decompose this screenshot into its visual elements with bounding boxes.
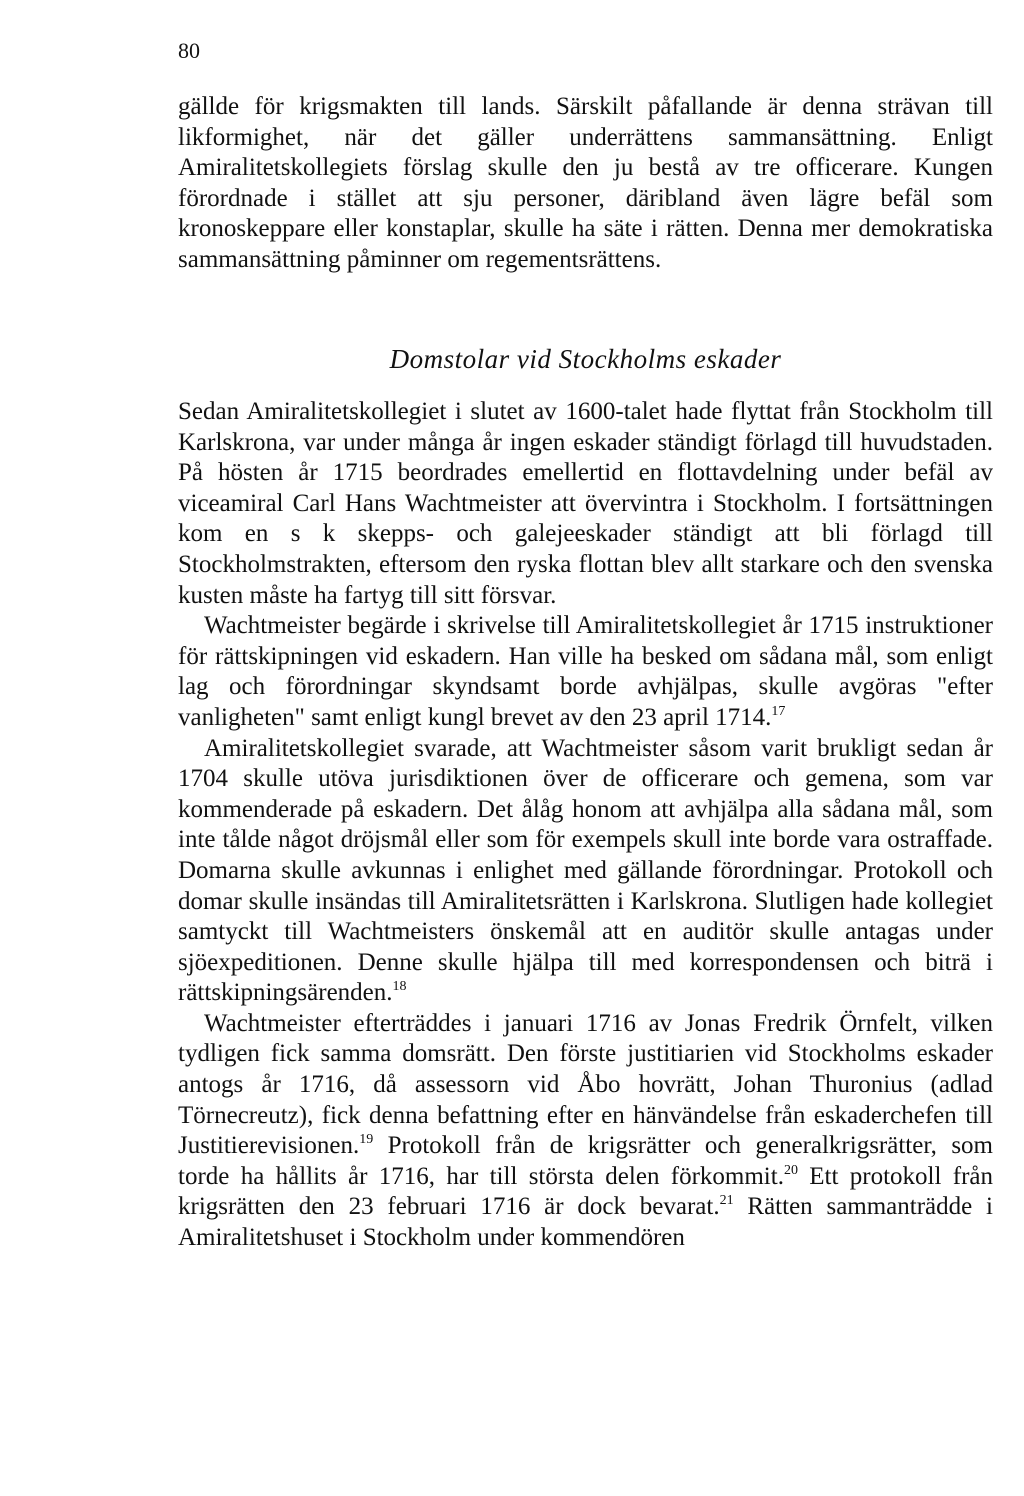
section-body <box>178 397 993 1254</box>
paragraph-4-text-a: Wachtmeister efterträddes i januari 1716 av Jonas Fredrik Örnfelt, vilken tydligen fick samma domsrätt. Den förste justitiarien vid Stockholms eskader antogs år 1716, då assessorn vid Åbo hovrätt, Johan Thuronius (adlad Törnecreutz), fick denna befattning efter en hänvändelse från eskaderchefen till Justitierevisionen. <box>178 1009 993 1160</box>
paragraph-2-text: Wachtmeister begärde i skrivelse till Amiralitetskollegiet år 1715 instruktioner för rättskipningen vid eskadern. Han ville ha besked om sådana mål, som enligt lag och förordningar skyndsamt borde avhjälpas, skulle avgöras "efter vanligheten" samt enligt kungl brevet av den 23 april 1714. <box>178 612 993 731</box>
intro-text-block <box>178 92 993 276</box>
paragraph-1-text: Sedan Amiralitetskollegiet i slutet av 1600-talet hade flyttat från Stockholm till Karlskrona, var under många år ingen eskader ständigt förlagd till huvudstaden. På hösten år 1715 beordrades emellertid en flottavdelning under befäl av viceamiral Carl Hans Wachtmeister att övervintra i Stockholm. I fortsättningen kom en s k skepps- och galejeeskader ständigt att bli förlagd till Stockholmstrakten, eftersom den ryska flottan blev allt starkare och den svenska kusten måste ha fartyg till sitt försvar. <box>178 398 993 609</box>
paragraph-3-text: Amiralitetskollegiet svarade, att Wachtmeister såsom varit brukligt sedan år 1704 skulle utöva jurisdiktionen över de officerare och gemena, som var kommenderade på eskadern. Det ålåg honom att avhjälpa alla sådana mål, som inte tålde något dröjsmål eller som för exempels skull inte borde vara ostraffade. Domarna skulle avkunnas i enlighet med gällande förordningar. Protokoll och domar skulle insändas till Amiralitetsrätten i Karlskrona. Slutligen hade kollegiet samtyckt till Wachtmeisters önskemål att en auditör skulle antagas under sjöexpeditionen. Denne skulle hjälpa till med korrespondensen och biträ i rättskipningsärenden. <box>178 734 993 1007</box>
footnote-ref-20: 20 <box>783 1162 798 1178</box>
footnote-ref-17: 17 <box>771 703 786 719</box>
paragraph-2 <box>178 611 993 733</box>
page-number: 80 <box>178 38 200 63</box>
paragraph-1 <box>178 397 993 611</box>
paragraph-3 <box>178 734 993 1009</box>
intro-paragraph: gällde för krigsmakten till lands. Särskilt påfallande är denna strävan till likformighet, när det gäller underrättens sammansättning. Enligt Amiralitetskollegiets förslag skulle den ju bestå av tre officerare. Kungen förordnade i stället att sju personer, däribland även lägre befäl som kronoskeppare eller konstaplar, skulle ha säte i rätten. Denna mer demokratiska sammansättning påminner om regementsrättens. <box>178 93 993 273</box>
paragraph-4-text-b: Protokoll från de krigsrätter och generalkrigsrätter, som torde ha hållits år 1716, har till största delen förkommit. <box>178 1132 993 1190</box>
paragraph-4-text-d: Rätten sammanträdde i Amiralitetshuset i Stockholm under kommendören <box>178 1193 993 1252</box>
footnote-ref-21: 21 <box>719 1193 734 1209</box>
section-heading: Domstolar vid Stockholms eskader <box>389 344 782 374</box>
footnote-ref-19: 19 <box>359 1132 374 1148</box>
footnote-ref-18: 18 <box>392 979 407 995</box>
paragraph-4 <box>178 1009 993 1254</box>
paragraph-4-text-c: Ett protokoll från krigsrätten den 23 februari 1716 är dock bevarat. <box>178 1162 993 1221</box>
